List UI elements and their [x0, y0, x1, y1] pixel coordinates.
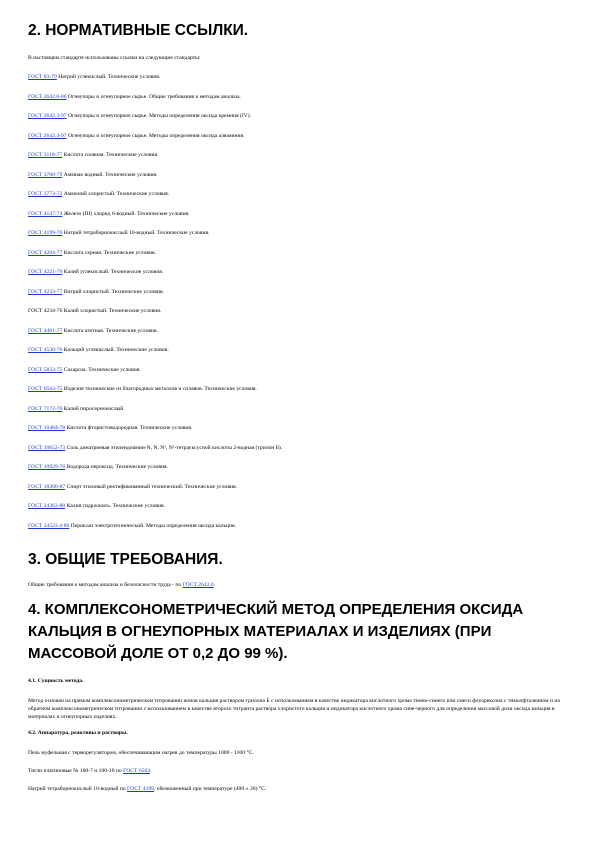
section-3-text-after: . [213, 582, 216, 588]
reference-title: Изделия технические из благородных металлов и сплавов. Технические условия. [62, 386, 257, 392]
reference-code-link[interactable]: ГОСТ 24523.4-80 [28, 522, 70, 529]
reference-item [28, 93, 567, 113]
gost-4199-link[interactable]: ГОСТ 4199 [127, 786, 154, 792]
reference-item [28, 171, 567, 191]
borax-text-before: Натрий тетраборнокислый 10-водный по [28, 786, 128, 792]
reference-item [28, 424, 567, 444]
reference-code-link[interactable]: ГОСТ 5833-75 [28, 366, 63, 373]
reference-item [28, 346, 567, 366]
method-description: Метод основан на прямом комплексонометрическом титровании ионов кальция раствором трилона Б с использованием в качестве индикатора кислотного хрома темно-синего или смеси флуорексона с тимолфталеином и на обратном комплексонометрическом титровании с использованием в качестве второго титранта раствора хлористого кальция и индикатора кислотного хрома сине-черного для определения массовой доли оксида кальция в материалах и огнеупорных изделиях. [28, 698, 560, 720]
subsection-4-2-heading: 4.2. Аппаратура, реактивы и растворы. [28, 730, 128, 736]
reference-code-link[interactable]: ГОСТ 7172-76 [28, 405, 63, 412]
reference-item [28, 132, 567, 152]
crucibles-text-after: . [150, 768, 152, 774]
reference-item [28, 444, 567, 464]
reference-item [28, 522, 567, 542]
reference-item [28, 463, 567, 483]
reference-code-link[interactable]: ГОСТ 2642.3-97 [28, 113, 67, 119]
reference-item [28, 385, 567, 405]
reference-title: Периклаз электротехнический. Методы определения оксида кальция. [69, 522, 237, 529]
reference-title: Аммиак водный. Технические условия. [62, 171, 158, 178]
crucibles-text-before: Тигли платиновые № 100-7 и 100-10 по [28, 768, 124, 774]
reference-code-link[interactable]: ГОСТ 3118-77 [28, 152, 63, 158]
subsection-4-1-heading: 4.1. Сущность метода. [28, 678, 84, 684]
section-3-text [28, 581, 567, 589]
reference-item [28, 151, 567, 171]
reference-item [28, 307, 567, 327]
reference-item [28, 288, 567, 308]
section-4-heading: 4. КОМПЛЕКСОНОМЕТРИЧЕСКИЙ МЕТОД ОПРЕДЕЛЕНИЯ ОКСИДА КАЛЬЦИЯ В ОГНЕУПОРНЫХ МАТЕРИАЛАХ И ИЗДЕЛИЯХ (ПРИ МАССОВОЙ ДОЛЕ ОТ 0,2 ДО 99 %). [28, 601, 524, 662]
reference-title: Калий углекислый. Технические условия. [62, 269, 164, 275]
reference-title: Кальций углекислый. Технические условия. [62, 347, 169, 353]
reference-item [28, 112, 567, 132]
reference-item [28, 190, 567, 210]
equipment-line-crucibles [28, 767, 567, 775]
reference-code-link[interactable]: ГОСТ 4221-76 [28, 269, 63, 275]
reference-code-link[interactable]: ГОСТ 3760-79 [28, 171, 63, 178]
reference-title: Огнеупоры и огнеупорное сырье. Общие требования к методам анализа. [66, 93, 241, 100]
reference-title: Огнеупоры и огнеупорное сырье. Методы определения оксида алюминия. [66, 132, 245, 139]
reference-item [28, 229, 567, 249]
reference-code-link[interactable]: ГОСТ 4204-77 [28, 249, 63, 256]
reference-code-link[interactable]: ГОСТ 10484-78 [28, 425, 66, 431]
reference-code-link[interactable]: ГОСТ 10652-73 [28, 444, 66, 451]
reference-code-link[interactable]: ГОСТ 2642.0-86 [28, 93, 67, 100]
section-2-heading: 2. НОРМАТИВНЫЕ ССЫЛКИ. [28, 22, 249, 39]
reference-code-link[interactable]: ГОСТ 6563-75 [28, 386, 63, 392]
reference-code-link[interactable]: ГОСТ 10929-76 [28, 464, 66, 470]
reference-code-link[interactable]: ГОСТ 3773-72 [28, 191, 63, 197]
reference-item [28, 405, 567, 425]
section-3-heading: 3. ОБЩИЕ ТРЕБОВАНИЯ. [28, 551, 223, 568]
reference-title: Аммоний хлористый. Технические условия. [62, 191, 170, 197]
reference-item [28, 502, 567, 522]
reference-item [28, 249, 567, 269]
reference-title: Калия гидроокись. Технические условия. [65, 503, 165, 509]
gost-6563-link[interactable]: ГОСТ 6563 [123, 768, 151, 774]
borax-text-after: , обезвоженный при температуре (400 ± 20) °С. [153, 786, 267, 792]
reference-title: Огнеупоры и огнеупорное сырье. Методы определения оксида кремния (IV). [66, 113, 252, 119]
reference-title: Калий хлористый. Технические условия. [62, 308, 162, 314]
gost-2642-0-link[interactable]: ГОСТ 2642.0 [182, 582, 214, 588]
reference-title: Кислота азотная. Технические условия. [62, 327, 158, 334]
reference-code-link[interactable]: ГОСТ 4461-77 [28, 327, 63, 334]
reference-title: Сахароза. Технические условия. [62, 366, 141, 373]
reference-title: Натрий тетраборнокислый 10-водный. Технические условия. [62, 230, 210, 236]
reference-item [28, 366, 567, 386]
reference-title: Натрий углекислый. Технические условия. [56, 74, 161, 80]
section-2-intro: В настоящем стандарте использованы ссылки на следующие стандарты: [28, 55, 201, 61]
reference-title: Железо (III) хлорид 6-водный. Технические условия. [62, 210, 190, 217]
reference-item [28, 73, 567, 93]
reference-code-link[interactable]: ГОСТ 24363-80 [28, 503, 66, 509]
reference-code: ГОСТ 4234-76 [28, 308, 63, 314]
reference-code-link[interactable]: ГОСТ 18300-87 [28, 483, 66, 490]
reference-title: Соль динатриевая этилендиамин-N, N, N¹, N¹-тетрауксусной кислоты 2-водная (трилон Б). [65, 444, 283, 451]
reference-code-link[interactable]: ГОСТ 2642.4-97 [28, 132, 67, 139]
reference-code-link[interactable]: ГОСТ 4199-76 [28, 230, 63, 236]
reference-title: Калий пиросернокислый. [62, 405, 125, 412]
reference-item [28, 210, 567, 230]
reference-item [28, 268, 567, 288]
reference-code-link[interactable]: ГОСТ 4233-77 [28, 288, 63, 295]
reference-title: Кислота фтористоводородная. Технические условия. [65, 425, 193, 431]
reference-title: Натрий хлористый. Технические условия. [62, 288, 164, 295]
reference-title: Спирт этиловый ректификованный технический. Технические условия. [65, 483, 237, 490]
reference-code-link[interactable]: ГОСТ 83-79 [28, 74, 57, 80]
section-3-text-before: Общие требования к методам анализа и безопасности труда - по [28, 582, 183, 588]
reference-list [28, 73, 567, 541]
equipment-line-borax [28, 785, 567, 793]
reference-title: Кислота серная. Технические условия. [62, 249, 156, 256]
reference-code-link[interactable]: ГОСТ 4530-76 [28, 347, 63, 353]
equipment-line-furnace: Печь муфельная с терморегулятором, обеспечивающим нагрев до температуры 1000 - 1100 °С. [28, 750, 254, 756]
reference-title: Водорода пероксид. Технические условия. [65, 464, 168, 470]
reference-code-link[interactable]: ГОСТ 4147-74 [28, 210, 63, 217]
reference-item [28, 483, 567, 503]
reference-title: Кислота соляная. Технические условия. [62, 152, 159, 158]
reference-item [28, 327, 567, 347]
